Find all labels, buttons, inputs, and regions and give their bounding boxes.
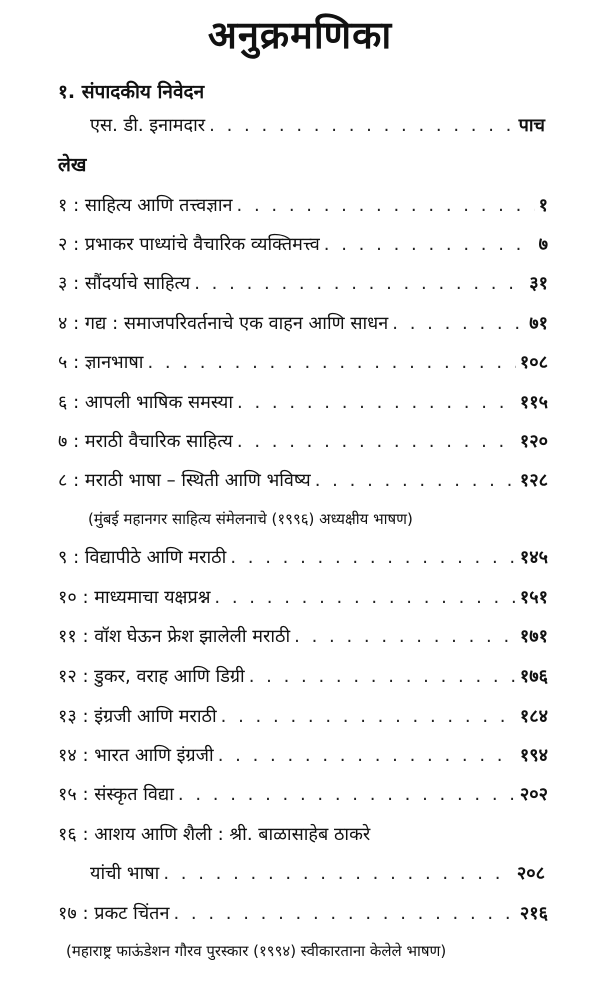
- page-title: अनुक्रमणिका: [207, 13, 393, 57]
- entry-label: एस. डी. इनामदार: [90, 115, 206, 136]
- toc-entry-4: [58, 310, 548, 338]
- dot-leader: [221, 703, 516, 731]
- dot-leader: [294, 623, 516, 651]
- entry-page: १२०: [519, 431, 548, 452]
- entry-page: पाच: [518, 115, 545, 136]
- entry-label: १७ : प्रकट चिंतन: [58, 903, 170, 924]
- dot-leader: [163, 860, 513, 888]
- dot-leader: [147, 349, 515, 377]
- entry-8-note: (मुंबई महानगर साहित्य संमेलनाचे (१९९६) अध्यक्षीय भाषण): [88, 510, 413, 528]
- entry-page: ७: [538, 234, 548, 255]
- dot-leader: [249, 663, 516, 691]
- dot-leader: [173, 900, 515, 928]
- entry-label: ३ : सौंदर्याचे साहित्य: [58, 273, 191, 294]
- toc-entry-13: [58, 703, 548, 731]
- dot-leader: [237, 389, 516, 417]
- toc-entry-8: [58, 467, 548, 495]
- toc-entry-17: [58, 900, 548, 928]
- entry-page: २०८: [516, 863, 545, 884]
- entry-page: १: [538, 195, 548, 216]
- entry-label: १२ : डुकर, वराह आणि डिग्री: [58, 666, 245, 687]
- entry-page: १८४: [519, 706, 548, 727]
- entry-label: यांची भाषा: [90, 863, 160, 884]
- articles-heading: लेख: [58, 154, 87, 176]
- entry-label: २ : प्रभाकर पाध्यांचे वैचारिक व्यक्तिमत्त्व: [58, 234, 320, 255]
- entry-page: १४५: [519, 547, 548, 568]
- toc-entry-9: [58, 544, 548, 572]
- entry-page: २१६: [519, 903, 548, 924]
- dot-leader: [230, 544, 516, 572]
- toc-entry-7: [58, 428, 548, 456]
- toc-entry-15: [58, 781, 548, 809]
- toc-entry-14: [58, 742, 548, 770]
- dot-leader: [324, 231, 535, 259]
- entry-label: ६ : आपली भाषिक समस्या: [58, 392, 234, 413]
- toc-entry-10: [58, 584, 548, 612]
- toc-entry-12: [58, 663, 548, 691]
- editorial-heading: १. संपादकीय निवेदन: [58, 81, 205, 103]
- dot-leader: [237, 192, 535, 220]
- entry-page: २०२: [519, 784, 548, 805]
- dot-leader: [194, 270, 525, 298]
- entry-label: १६ : आशय आणि शैली : श्री. बाळासाहेब ठाकरे: [58, 824, 371, 845]
- entry-label: ५ : ज्ञानभाषा: [58, 352, 144, 373]
- toc-entry-16: [58, 821, 548, 849]
- toc-entry-11: [58, 623, 548, 651]
- editorial-entry: [90, 112, 545, 140]
- entry-page: १५१: [519, 587, 548, 608]
- dot-leader: [237, 428, 516, 456]
- entry-17-note: (महाराष्ट्र फाऊंडेशन गौरव पुरस्कार (१९९४) स्वीकारताना केलेले भाषण): [66, 942, 447, 960]
- toc-entry-3: [58, 270, 548, 298]
- entry-page: १९४: [519, 745, 548, 766]
- entry-page: १७१: [519, 626, 548, 647]
- dot-leader: [178, 781, 516, 809]
- entry-label: १ : साहित्य आणि तत्त्वज्ञान: [58, 195, 233, 216]
- dot-leader: [209, 112, 515, 140]
- entry-label: ४ : गद्य : समाजपरिवर्तनाचे एक वाहन आणि साधन: [58, 313, 389, 334]
- dot-leader: [315, 467, 516, 495]
- entry-label: ७ : मराठी वैचारिक साहित्य: [58, 431, 233, 452]
- dot-leader: [218, 742, 516, 770]
- dot-leader: [214, 584, 515, 612]
- toc-entry-1: [58, 192, 548, 220]
- toc-entry-6: [58, 389, 548, 417]
- toc-entry-5: [58, 349, 548, 377]
- entry-page: १२८: [519, 470, 548, 491]
- entry-page: ११५: [519, 392, 548, 413]
- entry-page: ३१: [529, 273, 548, 294]
- dot-leader: [392, 310, 525, 338]
- entry-label: ९ : विद्यापीठे आणि मराठी: [58, 547, 227, 568]
- entry-label: १३ : इंग्रजी आणि मराठी: [58, 706, 217, 727]
- entry-label: १४ : भारत आणि इंग्रजी: [58, 745, 214, 766]
- entry-label: १० : माध्यमाचा यक्षप्रश्न: [58, 587, 211, 608]
- entry-label: १५ : संस्कृत विद्या: [58, 784, 174, 805]
- entry-page: १७६: [519, 666, 548, 687]
- entry-label: ८ : मराठी भाषा – स्थिती आणि भविष्य: [58, 470, 311, 491]
- entry-page: ७१: [529, 313, 548, 334]
- entry-label: ११ : वॉश घेऊन फ्रेश झालेली मराठी: [58, 626, 291, 647]
- toc-entry-2: [58, 231, 548, 259]
- entry-page: १०८: [519, 352, 548, 373]
- toc-entry-16-continued: [90, 860, 545, 888]
